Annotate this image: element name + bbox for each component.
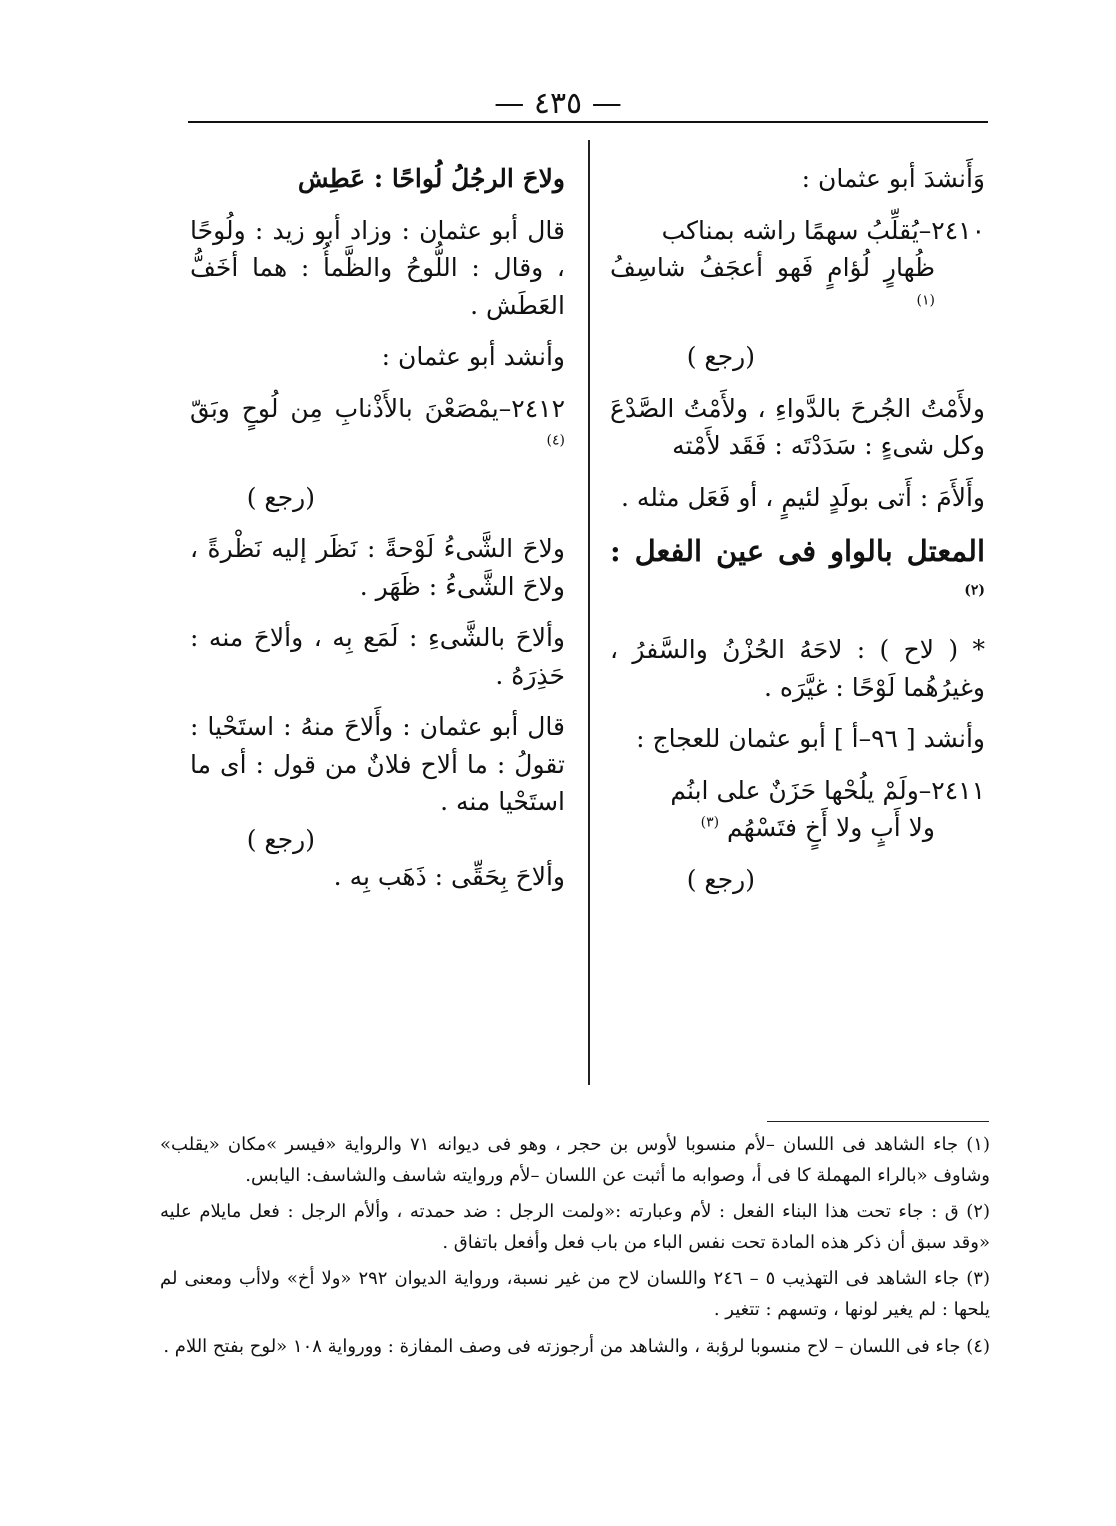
paragraph: وأنشد أبو عثمان :	[381, 342, 565, 371]
paragraph: ولاحَ الرجُلُ لُواحًا : عَطِش	[297, 164, 565, 193]
rajaz-label: (رجع )	[686, 342, 755, 371]
paragraph: وألاحَ بالشَّىءِ : لَمَع بِه ، وألاحَ منه : حَذِرَهُ .	[190, 623, 565, 690]
paragraph: قال أبو عثمان : وزاد أبو زيد : ولُوحًا ، وقال : اللُّوحُ والظَّمأُ : هما أخَفُّ العَطَش .	[190, 215, 565, 320]
footnotes	[160, 1130, 990, 1368]
paragraph: * ( لاح ) : لاحَهُ الحُزْنُ والسَّفرُ ، وغيرُهُما لَوْحًا : غيَّرَه .	[610, 635, 985, 702]
paragraph: وأَلأَمَ : أَتى بولَدٍ لئيمٍ ، أو فَعَل مثله .	[621, 482, 985, 512]
verse-line: ولا أَبٍ ولا أَخٍ فتَسْهُم $^{(٣)}$	[700, 813, 935, 842]
footnote: (٤) جاء فى اللسان – لاح منسوبا لرؤبة ، والشاهد من أرجوزته فى وصف المفازة : وورواية ١٠٨ «لوح بفتح اللام .	[163, 1335, 990, 1357]
footnote: (٢) ق : جاء تحت هذا البناء الفعل : لأم وعبارته :«ولمت الرجل : ضد حمدته ، وألأم الرجل : فعل مايلام عليه «وقد سبق أن ذكر هذه المادة تحت نفس الباء من باب فعل وأفعل باتفاق .	[160, 1201, 990, 1253]
footnote-marker: (١)	[916, 292, 935, 309]
header-rule	[188, 121, 988, 123]
paragraph: قال أبو عثمان : وأَلاحَ منهُ : استَحْيا : تقولُ : ما ألاح فلانٌ من قول : أى ما استَحْيا منه .	[190, 712, 565, 816]
footnote-marker: (٣)	[700, 814, 720, 831]
rajaz-label: (رجع )	[686, 864, 755, 894]
paragraph: ولأَمْتُ الجُرحَ بالدَّواءِ ، ولأَمْتُ الصَّدْعَ وكل شىءٍ : سَدَدْتَه : فَقَد لأَمْته	[610, 393, 985, 460]
footnote-marker: (٢)	[964, 581, 985, 598]
verse-line: ٢٤١٠–يُقلِّبُ سهمًا راشه بمناكب	[661, 215, 985, 245]
rajaz-label: (رجع )	[246, 482, 315, 512]
footnote: (٣) جاء الشاهد فى التهذيب ٥ – ٢٤٦ واللسان لاح من غير نسبة، ورواية الديوان ٢٩٢ «ولا أخ» ولاأب ومعنى لم يلحها : لم يغير لونها ، وتسهم : تتغير .	[160, 1268, 990, 1320]
right-column	[610, 160, 985, 912]
footnote-marker: (٤)	[546, 432, 565, 449]
verse-line: ظُهارٍ لُؤامٍ فَهو أعجَفُ شاسِفُ $^{(١)}$	[610, 253, 935, 309]
section-heading: المعتل بالواو فى عين الفعل : $^{(٢)}$	[610, 534, 985, 598]
column-divider	[588, 140, 590, 1085]
paragraph: وأنشد [ ٩٦–أ ] أبو عثمان للعجاج :	[636, 724, 985, 753]
left-column	[190, 160, 565, 910]
paragraph: وألاحَ بِحَقِّى : ذَهَب بِه .	[333, 862, 565, 891]
footnote: (١) جاء الشاهد فى اللسان –لأم منسوبا لأوس بن حجر ، وهو فى ديوانه ٧١ والرواية «فيسر »مكان «يقلب» وشاوف «بالراء المهملة كا فى أ، وصوابه ما أثبت عن اللسان –لأم وروايته شاسف والشاسف: اليابس.	[160, 1134, 990, 1186]
verse-line: ٢٤١٢–يمْصَعْنَ بالأَذْنابِ مِن لُوحٍ وبَقّ $^{(٤)}$	[190, 393, 565, 449]
footnote-rule	[767, 1121, 989, 1122]
rajaz-label: (رجع )	[246, 824, 315, 854]
verse-line: ٢٤١١–ولَمْ يلُحْها حَزَنٌ على ابنُم	[670, 775, 985, 805]
page-number: — ٤٣٥ —	[494, 86, 622, 121]
paragraph: وَأَنشدَ أبو عثمان :	[801, 164, 985, 193]
paragraph: ولاحَ الشَّىءُ لَوْحةً : نَظَر إليه نَظْرةً ، ولاحَ الشَّىءُ : ظَهَر .	[190, 534, 565, 601]
